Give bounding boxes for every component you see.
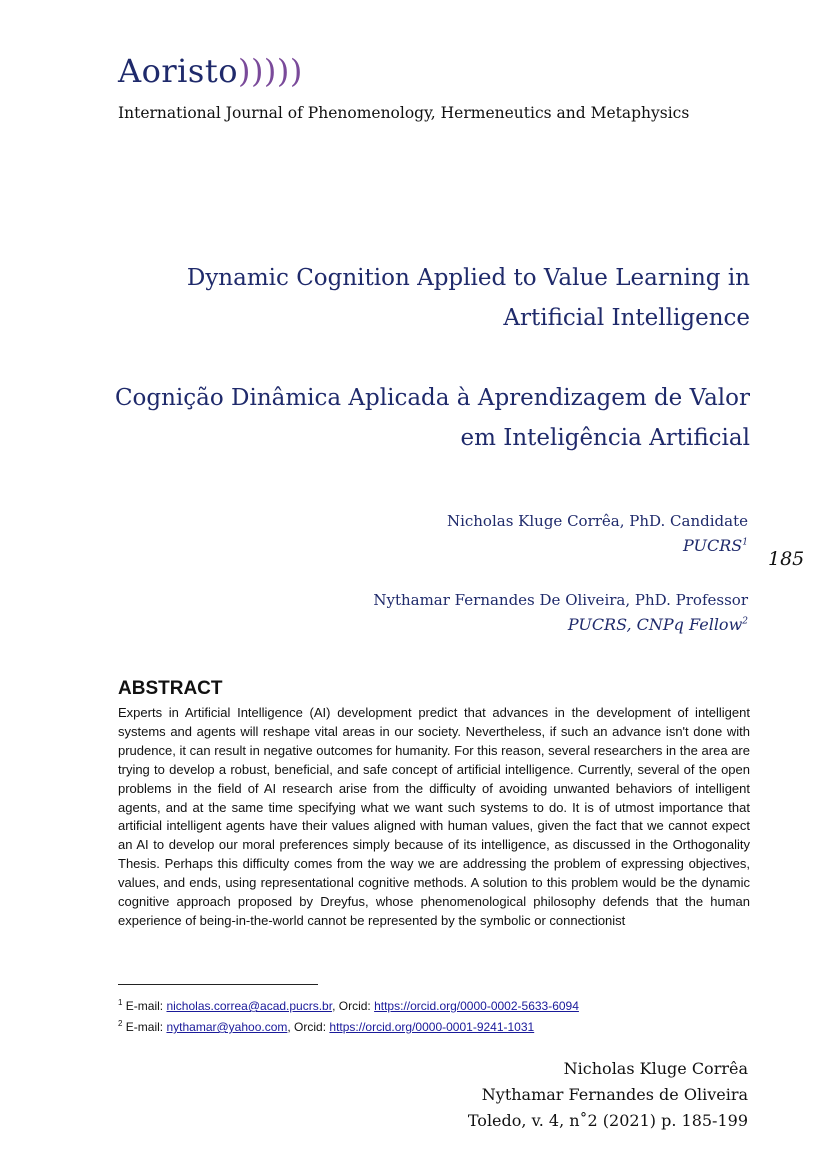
- footnote-1: $^1$ E-mail: nicholas.correa@acad.pucrs.br, Orcid: https://orcid.org/0000-0002-5633-6094: [118, 998, 579, 1013]
- footnotes: [118, 994, 758, 1036]
- footnote-2-email-link[interactable]: nythamar@yahoo.com: [166, 1020, 288, 1034]
- abstract-body: Experts in Artificial Intelligence (AI) development predict that advances in the development of intelligent systems and agents will reshape vital areas in our society. Nevertheless, if such an advance isn't done with prudence, it can result in negative outcomes for humanity. For this reason, several researchers in the area are trying to develop a robust, beneficial, and safe concept of artificial intelligence. Currently, several of the open problems in the field of AI research arise from the difficulty of avoiding unwanted behaviors of intelligent agents, and at the same time specifying what we want such systems to do. It is of utmost importance that artificial intelligent agents have their values aligned with human values, given the fact that we cannot expect an AI to develop our moral preferences simply because of its intelligence, as discussed in the Orthogonality Thesis. Perhaps this difficulty comes from the way we are addressing the problem of expressing objectives, values, and ends, using representational cognitive methods. A solution to this problem would be the dynamic cognitive approach proposed by Dreyfus, whose phenomenological philosophy defends that the human experience of being-in-the-world cannot be represented by the symbolic or connectionist: [118, 705, 750, 928]
- footnote-1-email-link[interactable]: nicholas.correa@acad.pucrs.br: [166, 999, 333, 1013]
- author-2-affiliation: PUCRS, CNPq Fellow$^2$: [567, 615, 748, 634]
- footnote-divider: [118, 984, 318, 985]
- journal-logo: [118, 52, 303, 90]
- title-portuguese-line2: em Inteligência Artificial: [460, 425, 750, 451]
- footnote-2: $^2$ E-mail: nythamar@yahoo.com, Orcid: https://orcid.org/0000-0001-9241-1031: [118, 1019, 535, 1034]
- author-2-footnote-mark[interactable]: 2: [742, 616, 748, 627]
- footer-author-2: Nythamar Fernandes de Oliveira: [481, 1085, 748, 1104]
- journal-logo-tail: ))))): [237, 52, 303, 90]
- footnote-2-orcid-link[interactable]: https://orcid.org/0000-0001-9241-1031: [329, 1020, 535, 1034]
- author-1-affiliation: PUCRS$^1$: [683, 536, 748, 555]
- title-english: [150, 258, 750, 338]
- title-english-line2: Artificial Intelligence: [503, 305, 750, 331]
- journal-subtitle: International Journal of Phenomenology, Hermeneutics and Metaphysics: [118, 104, 690, 122]
- abstract-heading: ABSTRACT: [118, 678, 223, 699]
- title-portuguese-line1: Cognição Dinâmica Aplicada à Aprendizagem de Valor: [114, 385, 750, 411]
- title-english-line1: Dynamic Cognition Applied to Value Learning in: [186, 265, 750, 291]
- running-footer: [468, 1056, 748, 1134]
- footer-citation: Toledo, v. 4, n˚2 (2021) p. 185-199: [467, 1111, 748, 1130]
- author-1: [447, 512, 748, 555]
- footer-author-1: Nicholas Kluge Corrêa: [563, 1059, 748, 1078]
- journal-logo-main: Aoristo: [118, 52, 238, 90]
- author-1-name: Nicholas Kluge Corrêa, PhD. Candidate: [446, 512, 748, 530]
- title-portuguese: [100, 378, 750, 458]
- footnote-1-orcid-link[interactable]: https://orcid.org/0000-0002-5633-6094: [374, 999, 579, 1013]
- author-2: [373, 591, 748, 634]
- author-2-name: Nythamar Fernandes De Oliveira, PhD. Professor: [373, 591, 748, 609]
- author-1-footnote-mark[interactable]: 1: [742, 537, 748, 548]
- page-number: 185: [768, 548, 805, 570]
